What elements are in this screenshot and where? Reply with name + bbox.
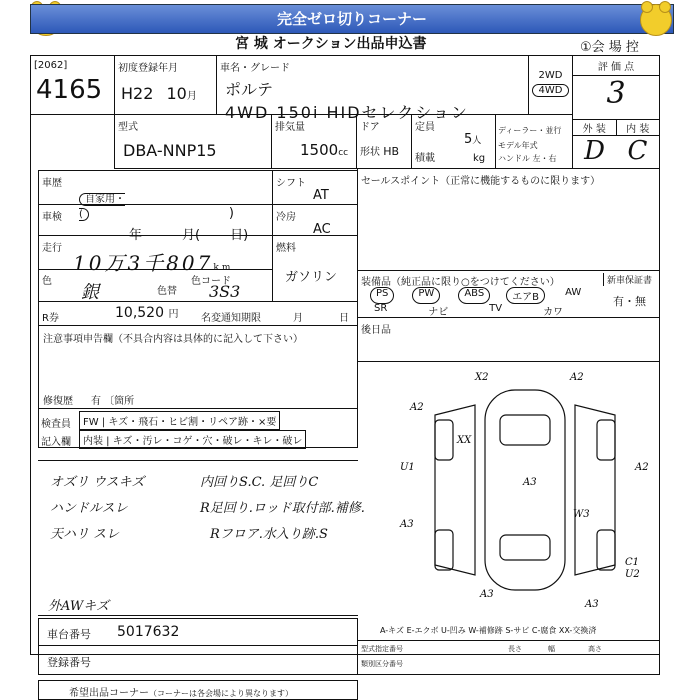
- damage-mark: U2: [625, 569, 640, 580]
- car-name: ポルテ: [225, 80, 274, 99]
- remark-bottom: 外AWキズ: [48, 599, 109, 614]
- model-cell: 型式 DBA-NNP15: [114, 114, 272, 169]
- diagram-legend: A-キズ E-エクボ U-凹み W-補修跡 S-サビ C-腐食 XX-交換済: [380, 626, 597, 635]
- fuel-cell: 燃料 ガソリン: [272, 235, 358, 302]
- chassis-number: 5017632: [117, 624, 180, 640]
- first-reg-cell: 初度登録年月 H22 10月: [114, 55, 217, 115]
- inspection-cell: 車検 年 月( 日): [38, 204, 273, 236]
- mileage-cell: 走行 10万3千807km: [38, 235, 273, 270]
- history-cell: 車歴 自家用・( ): [38, 170, 273, 205]
- damage-mark: A3: [480, 589, 494, 600]
- car-grade: 4WD 150i HIDセレクション: [225, 103, 469, 122]
- rating-cell: 評 価 点 3: [572, 55, 660, 120]
- rear-items-cell: 後日品: [357, 317, 660, 362]
- car-damage-diagram: [395, 365, 665, 615]
- notes-cell: 注意事項申告欄（不具合内容は具体的に記入して下さい） 修復歴 有 〔箇所: [38, 325, 358, 409]
- exterior-grade: D: [584, 136, 605, 166]
- damage-mark: A2: [570, 372, 584, 383]
- ext-int-cell: 外 装 内 装 D C: [572, 119, 660, 169]
- engine-cell: 排気量 1500cc: [271, 114, 357, 169]
- sales-point-cell: セールスポイント（正常に機能するものに限ります）: [357, 168, 660, 271]
- model-code: DBA-NNP15: [123, 141, 217, 160]
- damage-mark: A2: [635, 462, 649, 473]
- damage-mark: U1: [400, 462, 415, 473]
- equipment-cell: 装備品（純正品に限り○をつけてください） 新車保証書 有・無 PS PW ABS エアB AW SR ナビ TV カワ: [357, 270, 660, 318]
- venue-control: ①会 場 控: [580, 40, 639, 55]
- equipment-top-row: PS PW ABS エアB AW: [362, 287, 602, 304]
- spec-cell: 型式指定番号 類別区分番号 長さ 幅 高さ: [357, 640, 660, 675]
- damage-mark: X2: [475, 372, 489, 383]
- recycle-cell: R券 10,520 円 名変通知期限 月 日: [38, 301, 358, 326]
- interior-grade: C: [627, 136, 648, 166]
- drive-cell: 2WD 4WD: [528, 55, 573, 115]
- damage-mark: A3: [400, 519, 414, 530]
- mileage-value: 10万3千807: [73, 251, 214, 275]
- auction-title: 宮 城 オークション出品申込書: [235, 36, 427, 52]
- inspector-cell: 検査員 記入欄 FW | キズ・飛石・ヒビ割・リペア跡・×要 内装 | キズ・汚レ・コゲ・穴・破レ・キレ・破レ: [38, 408, 358, 448]
- equipment-bottom-row: SR ナビ TV カワ: [374, 303, 564, 318]
- desired-corner-cell: 希望出品コーナー（コーナーは各会場により異なります）: [38, 680, 358, 700]
- damage-mark: C1: [625, 557, 640, 568]
- damage-mark: A2: [410, 402, 424, 413]
- lot-cell: [2062] 4165: [30, 55, 115, 115]
- damage-mark: A3: [585, 599, 599, 610]
- door-cell: ドア 形状 HB: [356, 114, 412, 169]
- shift-cell: シフト AT: [272, 170, 358, 205]
- mascot-bear-icon: [640, 4, 672, 36]
- damage-mark: W3: [573, 509, 590, 520]
- ac-cell: 冷房 AC: [272, 204, 358, 236]
- car-name-cell: 車名・グレード ポルテ 4WD 150i HIDセレクション: [216, 55, 529, 115]
- banner: 完全ゼロ切りコーナー: [30, 4, 674, 34]
- lot-number: 4165: [36, 75, 103, 105]
- rating-score: 3: [606, 76, 626, 111]
- registration-cell: 登録番号: [38, 645, 358, 675]
- capacity-cell: 定員 5人 積載 kg: [411, 114, 496, 169]
- dealer-cell: ディーラー・並行 モデル年式 ハンドル 左・右: [495, 114, 573, 169]
- drive-4wd-circled: 4WD: [532, 84, 569, 97]
- remarks-right: 内回りS.C. 足回りC R足回り.ロッド取付部.補修. Rフロア.水入り跡.S: [200, 475, 365, 542]
- damage-mark: A3: [523, 477, 537, 488]
- remarks-left: オズリ ウスキズ ハンドルスレ 天ハリ スレ: [50, 475, 145, 542]
- chassis-cell: 車台番号 5017632: [38, 618, 358, 646]
- color-cell: 色 銀 色替 色コード 3S3: [38, 269, 273, 302]
- damage-mark: XX: [457, 435, 472, 446]
